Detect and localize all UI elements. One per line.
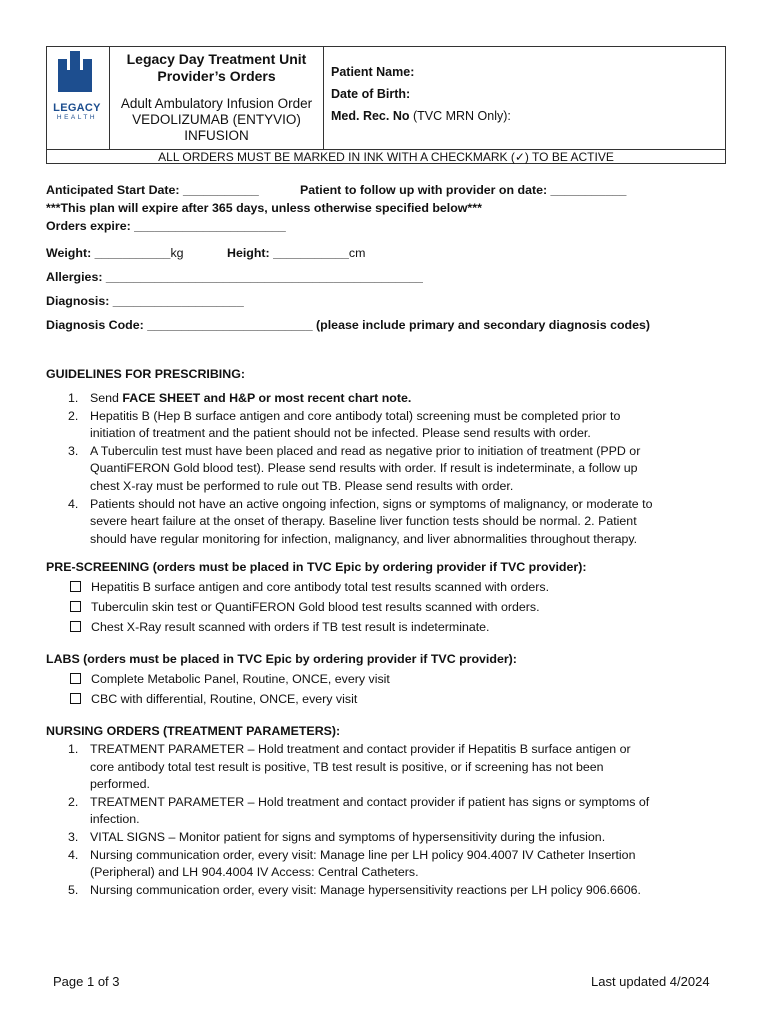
list-item: 1. Send FACE SHEET and H&P or most recent chart note. xyxy=(68,391,412,405)
diagnosis-code-label: Diagnosis Code: ________________________ xyxy=(46,318,313,332)
checkmark-banner: ALL ORDERS MUST BE MARKED IN INK WITH A CHECKMARK (✓) TO BE ACTIVE xyxy=(158,150,614,164)
start-date-field[interactable]: Anticipated Start Date: ___________ xyxy=(46,183,259,197)
prescreening-heading: PRE-SCREENING (orders must be placed in TVC Epic by ordering provider if TVC provider): xyxy=(46,560,587,574)
checkbox-item[interactable]: CBC with differential, Routine, ONCE, every visit xyxy=(46,689,736,709)
checkbox-item[interactable]: Complete Metabolic Panel, Routine, ONCE, every visit xyxy=(46,669,736,689)
checkbox[interactable] xyxy=(70,693,81,704)
diagnosis-code-note: (please include primary and secondary diagnosis codes) xyxy=(312,318,651,332)
list-item: 2. TREATMENT PARAMETER – Hold treatment and contact provider if patient has signs or symptoms of infection. xyxy=(68,794,650,827)
mrn-field[interactable] xyxy=(331,109,511,123)
last-updated: Last updated 4/2024 xyxy=(591,974,710,989)
checkbox[interactable] xyxy=(70,673,81,684)
order-type: Adult Ambulatory Infusion Order xyxy=(120,96,313,111)
logo-name: LEGACY xyxy=(53,102,101,114)
labs-list xyxy=(46,669,736,709)
patient-name-field[interactable]: Patient Name: xyxy=(331,65,415,79)
header-box xyxy=(46,46,726,164)
orders-expire-field[interactable]: Orders expire: ______________________ xyxy=(46,219,286,233)
height-label: Height: ___________ xyxy=(227,246,349,260)
checkbox[interactable] xyxy=(70,581,81,592)
nursing-heading: NURSING ORDERS (TREATMENT PARAMETERS): xyxy=(46,724,341,738)
diagnosis-field[interactable]: Diagnosis: ___________________ xyxy=(46,294,244,308)
prescreening-list xyxy=(46,577,736,637)
labs-heading: LABS (orders must be placed in TVC Epic by ordering provider if TVC provider): xyxy=(46,652,517,666)
weight-label: Weight: ___________ xyxy=(46,246,171,260)
unit-title: Legacy Day Treatment Unit xyxy=(126,51,307,67)
follow-up-field[interactable]: Patient to follow up with provider on date: ___________ xyxy=(300,183,627,197)
mrn-note: (TVC MRN Only): xyxy=(409,109,511,123)
mrn-label: Med. Rec. No xyxy=(331,109,410,123)
form-title-block xyxy=(110,47,323,149)
list-item: 4. Nursing communication order, every visit: Manage line per LH policy 904.4007 IV Catheter Insertion (Peripheral) and LH 904.4004 IV Access: Central Catheters. xyxy=(68,847,636,880)
list-item: 3. A Tuberculin test must have been placed and read as negative prior to initiation of treatment (PPD or QuantiFERON Gold blood test). Please send results with order. If result is indeterminate, a follow up chest X-ray must be performed to rule out TB. Please send results with order. xyxy=(68,443,641,493)
list-item: 4. Patients should not have an active ongoing infection, signs or symptoms of malignancy, or moderate to severe heart failure at the onset of therapy. Baseline liver function tests should be normal. 2. Patient should have regular monitoring for infection, malignancy, and liver abnormalities throughout therapy. xyxy=(68,496,653,546)
list-item: 5. Nursing communication order, every visit: Manage hypersensitivity reactions per LH policy 906.6606. xyxy=(68,882,641,897)
divider xyxy=(323,47,324,149)
form-subtitle: Provider’s Orders xyxy=(157,68,276,84)
guidelines-heading: GUIDELINES FOR PRESCRIBING: xyxy=(46,367,245,381)
drug-name: VEDOLIZUMAB (ENTYVIO) xyxy=(132,112,301,127)
checkbox-item[interactable]: Tuberculin skin test or QuantiFERON Gold blood test results scanned with orders. xyxy=(46,597,736,617)
checkbox[interactable] xyxy=(70,601,81,612)
nursing-list xyxy=(46,741,736,899)
logo-subname: HEALTH xyxy=(56,114,98,121)
list-item: 1. TREATMENT PARAMETER – Hold treatment and contact provider if Hepatitis B surface antigen or core antibody total test result is positive, TB test result is positive, or if screening has not been performed. xyxy=(68,742,631,792)
checkbox[interactable] xyxy=(70,621,81,632)
page-number: Page 1 of 3 xyxy=(53,974,120,989)
expire-note: ***This plan will expire after 365 days, unless otherwise specified below*** xyxy=(46,201,482,215)
list-item: 3. VITAL SIGNS – Monitor patient for signs and symptoms of hypersensitivity during the infusion. xyxy=(68,829,606,844)
drug-route: INFUSION xyxy=(184,128,249,143)
patient-info-block xyxy=(331,47,721,149)
height-field[interactable] xyxy=(227,246,365,260)
weight-field[interactable] xyxy=(46,246,184,260)
legacy-health-logo xyxy=(51,49,107,145)
allergies-field[interactable]: Allergies: ______________________________________________ xyxy=(46,270,423,284)
list-item: 2. Hepatitis B (Hep B surface antigen and core antibody total) screening must be completed prior to initiation of treatment and the patient should not be infected. Please send results with order. xyxy=(68,408,621,441)
diagnosis-code-field[interactable] xyxy=(46,318,650,332)
weight-unit: kg xyxy=(170,246,184,260)
checkbox-item[interactable]: Chest X-Ray result scanned with orders if TB test result is indeterminate. xyxy=(46,617,736,637)
height-unit: cm xyxy=(348,246,366,260)
dob-field[interactable]: Date of Birth: xyxy=(331,87,411,101)
checkbox-item[interactable]: Hepatitis B surface antigen and core antibody total test results scanned with orders. xyxy=(46,577,736,597)
guidelines-list xyxy=(46,390,736,548)
